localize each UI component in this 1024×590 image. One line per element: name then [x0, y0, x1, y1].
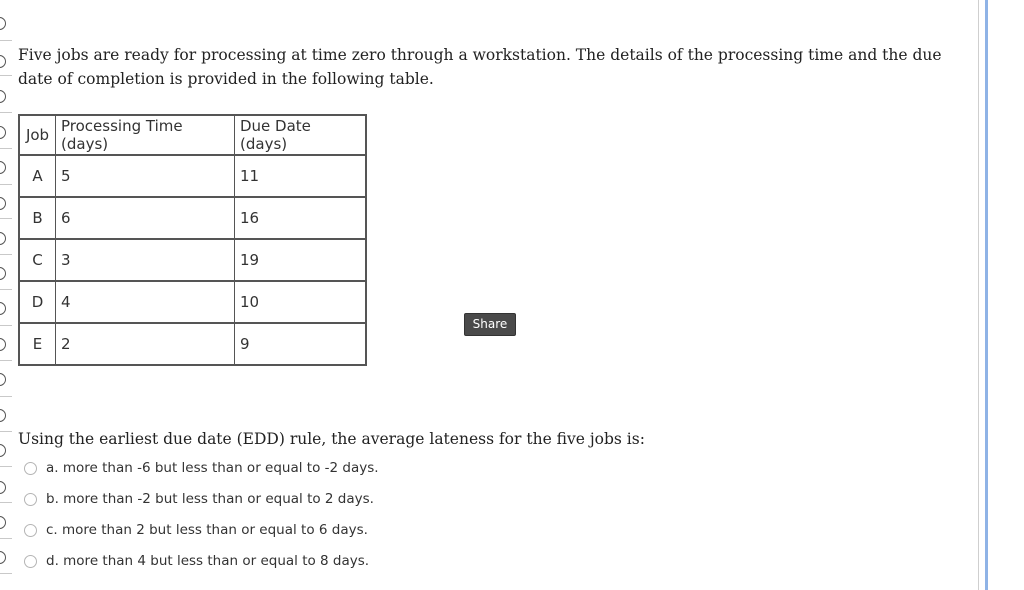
divider: [0, 431, 12, 432]
divider: [0, 538, 12, 539]
question-text: Five jobs are ready for processing at time zero through a workstation. The details of the processing time and the due date of completion is provided in the following table.: [18, 46, 942, 88]
ring-icon: [0, 516, 6, 529]
cell-job: B: [19, 197, 56, 239]
divider: [0, 184, 12, 185]
cell-due-date: 19: [235, 239, 367, 281]
divider: [0, 40, 12, 41]
ring-icon: [0, 197, 6, 210]
radio-button[interactable]: [24, 493, 37, 506]
divider: [0, 75, 12, 76]
table-row: [19, 323, 366, 365]
ring-icon: [0, 551, 6, 564]
table-row: [19, 281, 366, 323]
option-b[interactable]: [24, 489, 374, 509]
divider: [0, 466, 12, 467]
right-scroll-accent: [985, 0, 988, 590]
cell-job: D: [19, 281, 56, 323]
ring-icon: [0, 302, 6, 315]
divider: [0, 360, 12, 361]
cell-due-date: 11: [235, 155, 367, 197]
cell-job: E: [19, 323, 56, 365]
column-header-due-date: Due Date (days): [235, 115, 367, 155]
ring-icon: [0, 267, 6, 280]
option-label[interactable]: c. more than 2 but less than or equal to 6 days.: [46, 522, 368, 538]
divider: [0, 396, 12, 397]
table-row: [19, 155, 366, 197]
cell-due-date: 9: [235, 323, 367, 365]
column-header-processing-time: Processing Time (days): [56, 115, 235, 155]
cell-due-date: 10: [235, 281, 367, 323]
ring-icon: [0, 161, 6, 174]
cell-job: C: [19, 239, 56, 281]
option-label[interactable]: b. more than -2 but less than or equal to 2 days.: [46, 491, 374, 507]
radio-button[interactable]: [24, 555, 37, 568]
option-label[interactable]: a. more than -6 but less than or equal to -2 days.: [46, 460, 379, 476]
ring-icon: [0, 90, 6, 103]
divider: [0, 325, 12, 326]
divider: [0, 502, 12, 503]
cell-job: A: [19, 155, 56, 197]
cell-due-date: 16: [235, 197, 367, 239]
option-d[interactable]: [24, 551, 369, 571]
divider: [0, 254, 12, 255]
cell-processing-time: 2: [56, 323, 235, 365]
ring-icon: [0, 126, 6, 139]
divider: [0, 573, 12, 574]
ring-icon: [0, 17, 6, 30]
radio-button[interactable]: [24, 462, 37, 475]
divider: [0, 218, 12, 219]
divider: [0, 289, 12, 290]
table-row: [19, 197, 366, 239]
ring-icon: [0, 232, 6, 245]
ring-icon: [0, 481, 6, 494]
table-row: [19, 239, 366, 281]
option-label[interactable]: d. more than 4 but less than or equal to 8 days.: [46, 553, 370, 569]
binder-rings: [0, 0, 12, 590]
divider: [0, 112, 12, 113]
table-header-row: [19, 115, 366, 155]
ring-icon: [0, 55, 6, 68]
cell-processing-time: 4: [56, 281, 235, 323]
divider: [0, 148, 12, 149]
ring-icon: [0, 373, 6, 386]
right-divider: [978, 0, 979, 590]
ring-icon: [0, 409, 6, 422]
radio-button[interactable]: [24, 524, 37, 537]
cell-processing-time: 6: [56, 197, 235, 239]
cell-processing-time: 5: [56, 155, 235, 197]
cell-processing-time: 3: [56, 239, 235, 281]
option-c[interactable]: [24, 520, 368, 540]
column-header-job: Job: [19, 115, 56, 155]
option-a[interactable]: [24, 458, 379, 478]
question-prompt: Using the earliest due date (EDD) rule, the average lateness for the five jobs is:: [18, 430, 645, 448]
jobs-table: [18, 114, 367, 366]
share-button[interactable]: Share: [464, 313, 516, 336]
ring-icon: [0, 444, 6, 457]
ring-icon: [0, 338, 6, 351]
